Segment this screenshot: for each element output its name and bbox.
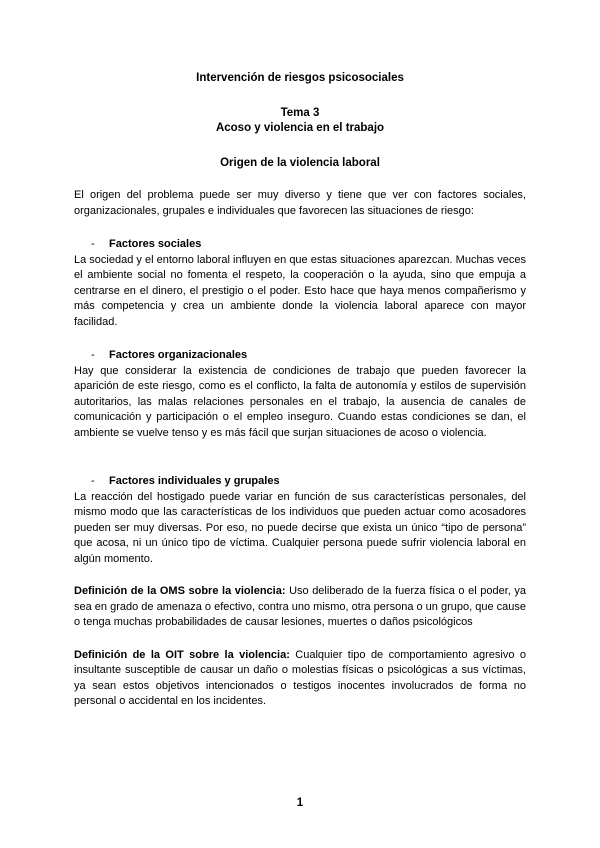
section-heading-organizacionales bbox=[74, 348, 526, 364]
definition-oit bbox=[74, 648, 526, 710]
list-bullet: - bbox=[91, 349, 95, 361]
section-heading-sociales bbox=[74, 237, 526, 253]
page-content bbox=[74, 67, 526, 710]
tema-title: Acoso y violencia en el trabajo bbox=[215, 122, 385, 134]
section-heading-label: Factores organizacionales bbox=[109, 349, 248, 361]
list-bullet: - bbox=[91, 238, 95, 250]
definition-oms bbox=[74, 584, 526, 631]
section-body-sociales: La sociedad y el entorno laboral influyen en que estas situaciones aparezcan. Muchas veces el ambiente social no fomenta el respeto, la cooperación o la ayuda, sino que empuja a centrarse en el dinero, el prestigio o el poder. Esto hace que haya menos compañerismo y más competencia y crea un ambiente donde la violencia laboral aparece con mayor facilidad. bbox=[74, 253, 526, 328]
tema-number: Tema 3 bbox=[280, 107, 320, 119]
intro-paragraph: El origen del problema puede ser muy diverso y tiene que ver con factores sociales, organizacionales, grupales e individuales que favorecen las situaciones de riesgo: bbox=[74, 189, 526, 217]
definition-oms-label: Definición de la OMS sobre la violencia: bbox=[74, 585, 286, 597]
section-heading-label: Factores sociales bbox=[109, 238, 202, 250]
list-bullet: - bbox=[91, 475, 95, 487]
section-title: Origen de la violencia laboral bbox=[220, 157, 380, 169]
page-number: 1 bbox=[296, 797, 304, 809]
section-body-individuales: La reacción del hostigado puede variar en función de sus características personales, del mismo modo que las características de los individuos que pueden actuar como acosadores pueden ser muy diversas. Por eso, no puede decirse que exista un único “tipo de persona” que acosa, ni un único tipo de víctima. Cualquier persona puede sufrir violencia laboral en algún momento. bbox=[74, 490, 526, 565]
section-heading-label: Factores individuales y grupales bbox=[109, 475, 280, 487]
document-title: Intervención de riesgos psicosociales bbox=[196, 72, 404, 84]
tema-heading bbox=[74, 106, 526, 136]
definition-oit-text: Cualquier tipo de comportamiento agresivo o insultante susceptible de causar un daño o molestias físicas o psicológicas a sus víctimas, ya sean estos objetivos intencionados o testigos inocentes involucrados de forma no personal o accidental en los incidentes. bbox=[74, 648, 526, 707]
definition-oms-text: Uso deliberado de la fuerza física o el poder, ya sea en grado de amenaza o efectivo, contra uno mismo, otra persona o un grupo, que cause o tenga muchas probabilidades de causar lesiones, muertes o daños psicológicos bbox=[74, 585, 526, 628]
section-body-organizacionales: Hay que considerar la existencia de condiciones de trabajo que pueden favorecer la aparición de este riesgo, como es el conflicto, la falta de autonomía y estilos de supervisión autoritarios, las malas relaciones personales en el trabajo, la ausencia de canales de comunicación y participación o el empleo inseguro. Cuando estas condiciones se dan, el ambiente se vuelve tenso y es más fácil que surjan situaciones de acoso o violencia. bbox=[74, 364, 526, 439]
section-heading-individuales bbox=[74, 474, 526, 490]
definition-oit-label: Definición de la OIT sobre la violencia: bbox=[74, 648, 290, 661]
